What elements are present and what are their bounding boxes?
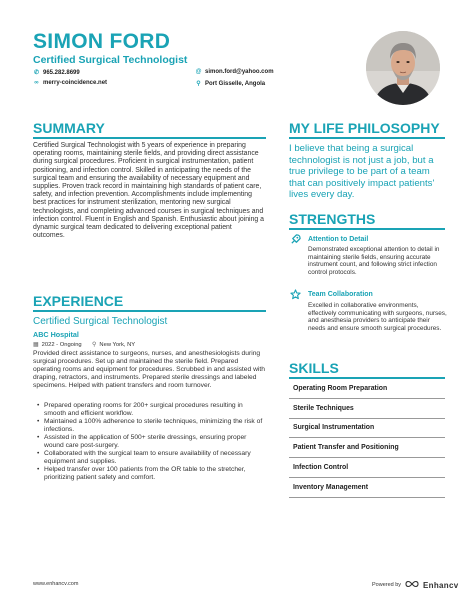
- calendar-icon: ▦: [33, 342, 39, 348]
- job-location: [92, 341, 135, 348]
- email-contact[interactable]: [195, 69, 274, 75]
- strength-description: Demonstrated exceptional attention to detail in maintaining sterile fields, ensuring accurate instrument count, and following strict infection control protocols.: [308, 246, 440, 276]
- achievement-item: • Assisted in the application of 500+ sterile dressings, ensuring proper wound care post-surgery.: [37, 434, 265, 450]
- summary-heading: SUMMARY: [33, 120, 105, 136]
- enhancv-logo-icon: [405, 580, 419, 590]
- job-description: Provided direct assistance to surgeons, nurses, and anesthesiologists during surgical procedures. Set up and maintained the sterile field. Prepared operating rooms and equipment for procedures. Scrubbed in and assisted with draping, retractors, and instruments. Prepared sterile dressings and labeled specimens. Helped with patient transfers and room turnover.: [33, 350, 265, 389]
- location-pin-icon: ⚲: [92, 342, 97, 348]
- job-title: Certified Surgical Technologist: [33, 316, 168, 327]
- skill-divider: [289, 437, 445, 438]
- philosophy-text: I believe that being a surgical technologist is not just a job, but a true privilege to be part of a team that can positively impact patients' lives every day.: [289, 143, 435, 200]
- skill-divider: [289, 418, 445, 419]
- rocket-icon: [289, 234, 301, 248]
- skill-item: Patient Transfer and Positioning: [293, 444, 399, 451]
- skill-divider: [289, 477, 445, 478]
- job-dates-text: 2022 - Ongoing: [41, 341, 82, 348]
- skills-heading: SKILLS: [289, 360, 339, 376]
- achievement-item: • Helped transfer over 100 patients from the OR table to the stretcher, prioritizing patient safety and comfort.: [37, 466, 265, 482]
- footer-website[interactable]: www.enhancv.com: [33, 581, 79, 587]
- link-icon: ∞: [34, 80, 39, 86]
- experience-heading: EXPERIENCE: [33, 293, 124, 309]
- strength-description: Excelled in collaborative environments, effectively communicating with surgeons, nurses, and anesthesia providers to anticipate their needs and ensure smooth surgical procedures.: [308, 302, 447, 332]
- location-contact: [195, 80, 265, 87]
- philosophy-divider: [289, 137, 445, 139]
- philosophy-heading: MY LIFE PHILOSOPHY: [289, 120, 440, 136]
- candidate-name: SIMON FORD: [33, 30, 171, 53]
- skill-item: Surgical Instrumentation: [293, 424, 375, 431]
- location-text: Port Gisselle, Angola: [205, 80, 266, 87]
- strengths-divider: [289, 228, 445, 230]
- achievement-item: • Maintained a 100% adherence to sterile techniques, minimizing the risk of infections.: [37, 418, 265, 434]
- job-achievements: [37, 402, 265, 482]
- star-icon: [289, 289, 301, 303]
- phone-icon: ✆: [33, 70, 40, 76]
- achievement-item: • Collaborated with the surgical team to ensure availability of necessary equipment and supplies.: [37, 450, 265, 466]
- skill-item: Sterile Techniques: [293, 405, 354, 412]
- company-name: ABC Hospital: [33, 330, 79, 339]
- experience-divider: [33, 310, 266, 312]
- website-contact[interactable]: [33, 80, 107, 86]
- candidate-title: Certified Surgical Technologist: [33, 54, 188, 66]
- summary-divider: [33, 137, 266, 139]
- website-text[interactable]: merry-coincidence.net: [43, 80, 108, 86]
- email-text[interactable]: simon.ford@yahoo.com: [205, 69, 274, 75]
- skills-divider: [289, 377, 445, 379]
- achievement-item: • Prepared operating rooms for 200+ surgical procedures resulting in smooth and efficient workflow.: [37, 402, 265, 418]
- phone-text: 965.282.8699: [43, 69, 80, 76]
- at-icon: @: [195, 69, 202, 75]
- brand-name: Enhancv: [423, 580, 459, 590]
- strength-title: Team Collaboration: [308, 291, 373, 298]
- profile-photo: [366, 31, 440, 105]
- strength-title: Attention to Detail: [308, 236, 369, 243]
- skill-item: Operating Room Preparation: [293, 385, 388, 392]
- summary-text: Certified Surgical Technologist with 5 years of experience in preparing operating rooms, maintaining sterile fields, and providing direct assistance during surgical procedures. Proficient in surgical instrumentation, patient positioning, and infection control. Skilled in anticipating the needs of the surgical team and ensuring the availability of necessary equipment and supplies. Proven track record in maintaining high standards of patient care, safety, and infection prevention. Accomplishments include implementing best practices for instrument sterilization, mentoring new surgical technologists, and completing advanced courses in surgical techniques and infection control. Fluent in English and Spanish. Enthusiastic about joining a dynamic surgical team dedicated to delivering exceptional patient outcomes.: [33, 142, 264, 240]
- powered-by-text: Powered by: [372, 582, 402, 588]
- skill-divider: [289, 457, 445, 458]
- location-pin-icon: ⚲: [196, 81, 201, 87]
- skill-item: Inventory Management: [293, 484, 369, 491]
- job-location-text: New York, NY: [99, 341, 136, 348]
- skill-divider: [289, 398, 445, 399]
- footer-branding: [372, 580, 459, 590]
- phone-contact: [33, 69, 80, 76]
- skill-item: Infection Control: [293, 464, 349, 471]
- strengths-heading: STRENGTHS: [289, 211, 376, 227]
- skill-divider: [289, 497, 445, 498]
- job-dates: [33, 341, 82, 348]
